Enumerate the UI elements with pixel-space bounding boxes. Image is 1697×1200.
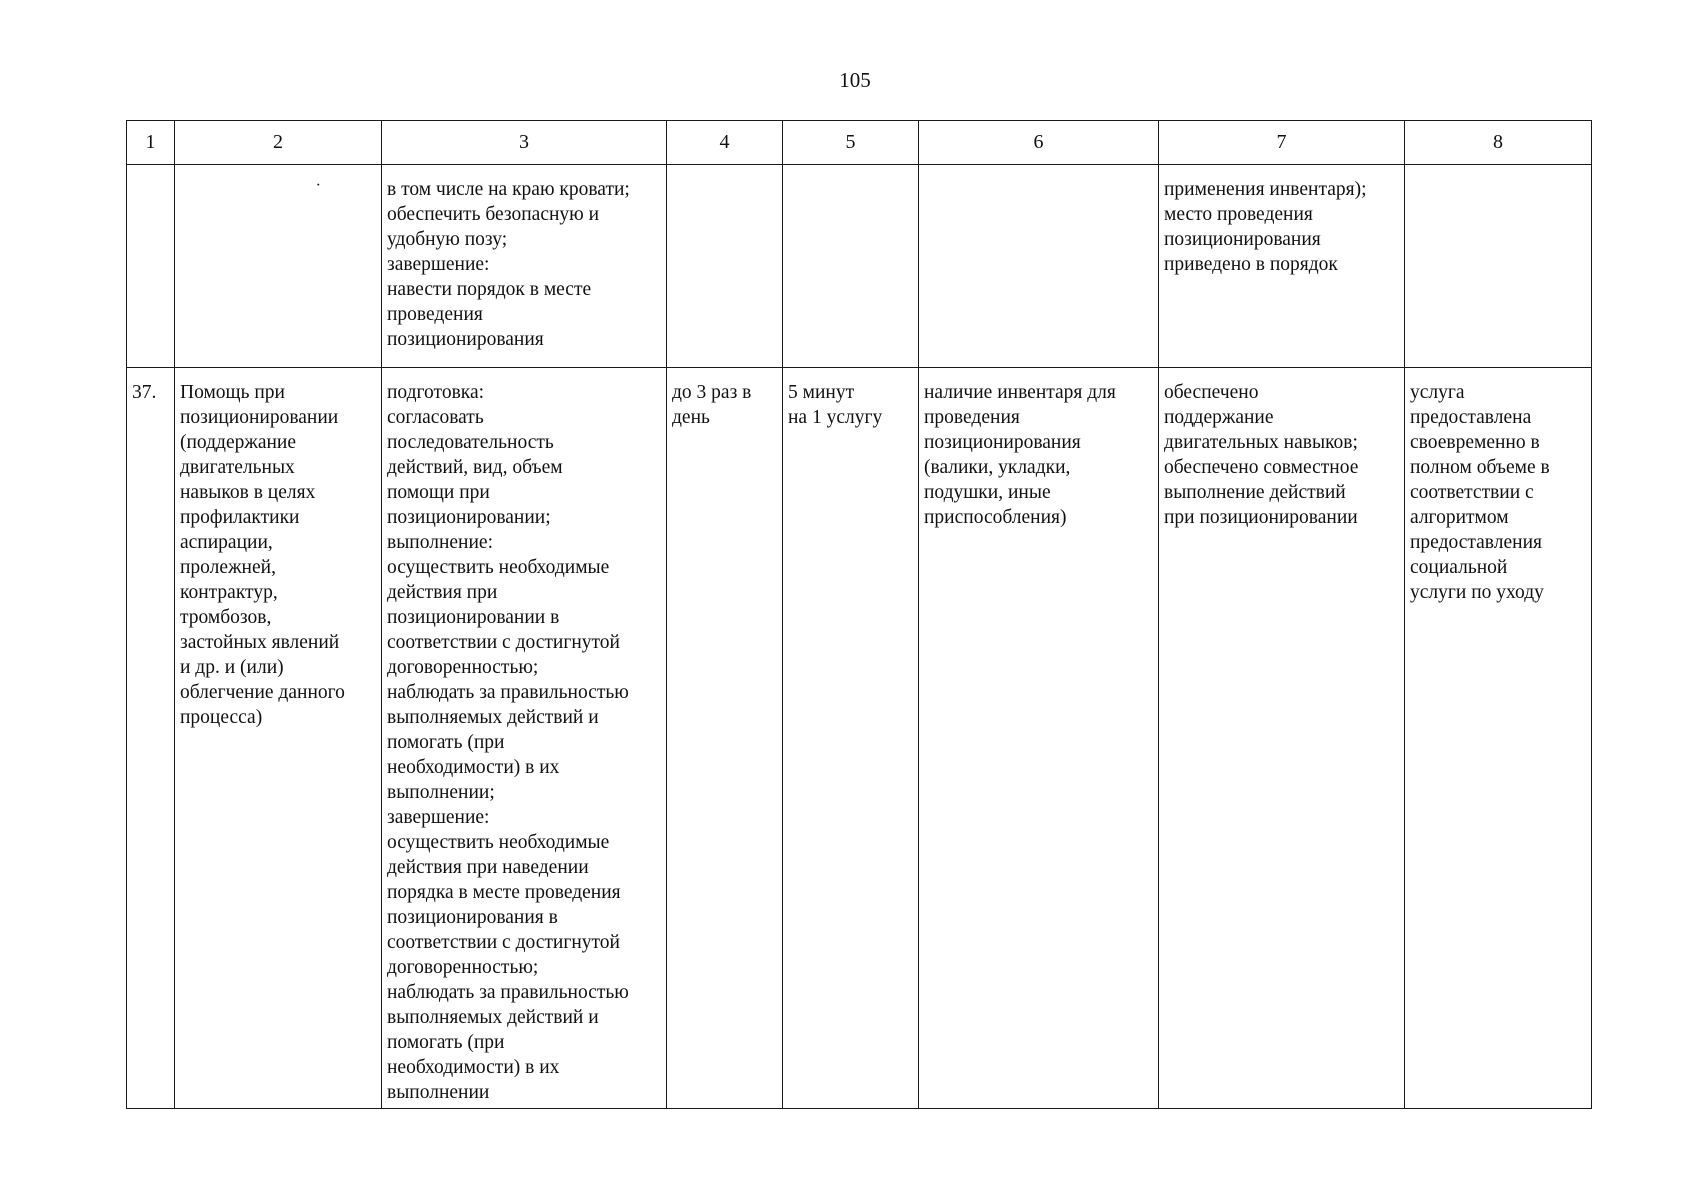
text-line: предоставлена bbox=[1410, 407, 1532, 428]
column-number: 2 bbox=[175, 121, 382, 165]
text-line: позиционировании в bbox=[387, 607, 560, 628]
text-line: услуги по уходу bbox=[1410, 582, 1544, 603]
services-table bbox=[126, 120, 1592, 1109]
text-line: удобную позу; bbox=[387, 229, 508, 250]
column-number: 3 bbox=[382, 121, 667, 165]
text-line: соответствии с достигнутой bbox=[387, 932, 620, 953]
column-number: 8 bbox=[1405, 121, 1592, 165]
cell-procedure bbox=[382, 165, 667, 368]
stray-mark: · bbox=[315, 177, 321, 194]
text-line: позиционирования в bbox=[387, 907, 558, 928]
text-line: выполняемых действий и bbox=[387, 707, 599, 728]
text-line: обеспечить безопасную и bbox=[387, 204, 600, 225]
text-line: контрактур, bbox=[180, 582, 278, 603]
table-row-continued bbox=[127, 165, 1592, 368]
text-line: аспирации, bbox=[180, 532, 273, 553]
text-line: завершение: bbox=[387, 254, 490, 275]
text-line: необходимости) в их bbox=[387, 757, 560, 778]
text-line: позиционировании bbox=[180, 407, 339, 428]
cell-procedure bbox=[382, 368, 667, 1109]
text-line: (валики, укладки, bbox=[924, 457, 1071, 478]
text-line: позиционировании; bbox=[387, 507, 551, 528]
text-line: осуществить необходимые bbox=[387, 557, 610, 578]
text-line: полном объеме в bbox=[1410, 457, 1550, 478]
text-line: процесса) bbox=[180, 707, 263, 728]
text-line: проведения bbox=[924, 407, 1020, 428]
text-line: позиционирования bbox=[924, 432, 1081, 453]
cell-frequency bbox=[667, 368, 783, 1109]
cell-quality-indicators bbox=[1159, 165, 1405, 368]
text-line: выполнение действий bbox=[1164, 482, 1346, 503]
text-line: применения инвентаря); bbox=[1164, 179, 1367, 200]
text-line: проведения bbox=[387, 304, 483, 325]
text-line: приспособления) bbox=[924, 507, 1067, 528]
text-line: в том числе на краю кровати; bbox=[387, 179, 630, 200]
text-line: порядка в месте проведения bbox=[387, 882, 621, 903]
text-line: выполнении bbox=[387, 1082, 490, 1103]
text-line: и др. и (или) bbox=[180, 657, 284, 678]
column-number: 5 bbox=[783, 121, 919, 165]
text-line: действия при bbox=[387, 582, 498, 603]
cell-evaluation bbox=[1405, 165, 1592, 368]
cell-conditions bbox=[919, 165, 1159, 368]
text-line: поддержание bbox=[1164, 407, 1274, 428]
text-line: до 3 раз в bbox=[672, 382, 752, 403]
text-line: при позиционировании bbox=[1164, 507, 1358, 528]
text-line: завершение: bbox=[387, 807, 490, 828]
column-number: 7 bbox=[1159, 121, 1405, 165]
cell-evaluation bbox=[1405, 368, 1592, 1109]
text-line: навыков в целях bbox=[180, 482, 316, 503]
text-line: алгоритмом bbox=[1410, 507, 1509, 528]
text-line: предоставления bbox=[1410, 532, 1542, 553]
text-line: пролежней, bbox=[180, 557, 276, 578]
cell-number: 37. bbox=[127, 368, 175, 1109]
text-line: наблюдать за правильностью bbox=[387, 982, 629, 1003]
text-line: услуга bbox=[1410, 382, 1465, 403]
text-line: профилактики bbox=[180, 507, 300, 528]
text-line: позиционирования bbox=[387, 329, 544, 350]
text-line: двигательных bbox=[180, 457, 295, 478]
text-line: двигательных навыков; bbox=[1164, 432, 1358, 453]
text-line: подушки, иные bbox=[924, 482, 1051, 503]
text-line: договоренностью; bbox=[387, 957, 539, 978]
text-line: застойных явлений bbox=[180, 632, 340, 653]
text-line: позиционирования bbox=[1164, 229, 1321, 250]
text-line: соответствии с достигнутой bbox=[387, 632, 620, 653]
text-line: наблюдать за правильностью bbox=[387, 682, 629, 703]
text-line: действия при наведении bbox=[387, 857, 589, 878]
text-line: согласовать bbox=[387, 407, 484, 428]
text-line: социальной bbox=[1410, 557, 1508, 578]
text-line: облегчение данного bbox=[180, 682, 345, 703]
text-line: наличие инвентаря для bbox=[924, 382, 1116, 403]
text-line: помогать (при bbox=[387, 732, 505, 753]
text-line: приведено в порядок bbox=[1164, 254, 1338, 275]
cell-service-name bbox=[175, 165, 382, 368]
text-line: выполняемых действий и bbox=[387, 1007, 599, 1028]
text-line: последовательность bbox=[387, 432, 554, 453]
cell-quality-indicators bbox=[1159, 368, 1405, 1109]
text-line: выполнении; bbox=[387, 782, 495, 803]
text-line: день bbox=[672, 407, 710, 428]
text-line: Помощь при bbox=[180, 382, 285, 403]
text-line: 5 минут bbox=[788, 382, 855, 403]
column-number: 1 bbox=[127, 121, 175, 165]
page-number: 105 bbox=[839, 68, 871, 92]
text-line: необходимости) в их bbox=[387, 1057, 560, 1078]
cell-duration bbox=[783, 165, 919, 368]
text-line: осуществить необходимые bbox=[387, 832, 610, 853]
column-number: 4 bbox=[667, 121, 783, 165]
text-line: помощи при bbox=[387, 482, 490, 503]
text-line: договоренностью; bbox=[387, 657, 539, 678]
text-line: своевременно в bbox=[1410, 432, 1540, 453]
text-line: подготовка: bbox=[387, 382, 485, 403]
text-line: навести порядок в месте bbox=[387, 279, 592, 300]
cell-conditions bbox=[919, 368, 1159, 1109]
text-line: помогать (при bbox=[387, 1032, 505, 1053]
cell-duration bbox=[783, 368, 919, 1109]
text-line: (поддержание bbox=[180, 432, 297, 453]
text-line: тромбозов, bbox=[180, 607, 272, 628]
column-number-row bbox=[127, 121, 1592, 165]
text-line: действий, вид, объем bbox=[387, 457, 563, 478]
text-line: обеспечено совместное bbox=[1164, 457, 1359, 478]
column-number: 6 bbox=[919, 121, 1159, 165]
cell-frequency bbox=[667, 165, 783, 368]
text-line: соответствии с bbox=[1410, 482, 1534, 503]
text-line: на 1 услугу bbox=[788, 407, 883, 428]
cell-number bbox=[127, 165, 175, 368]
text-line: место проведения bbox=[1164, 204, 1313, 225]
table-row-37 bbox=[127, 368, 1592, 1109]
text-line: выполнение: bbox=[387, 532, 494, 553]
text-line: обеспечено bbox=[1164, 382, 1259, 403]
cell-service-name bbox=[175, 368, 382, 1109]
